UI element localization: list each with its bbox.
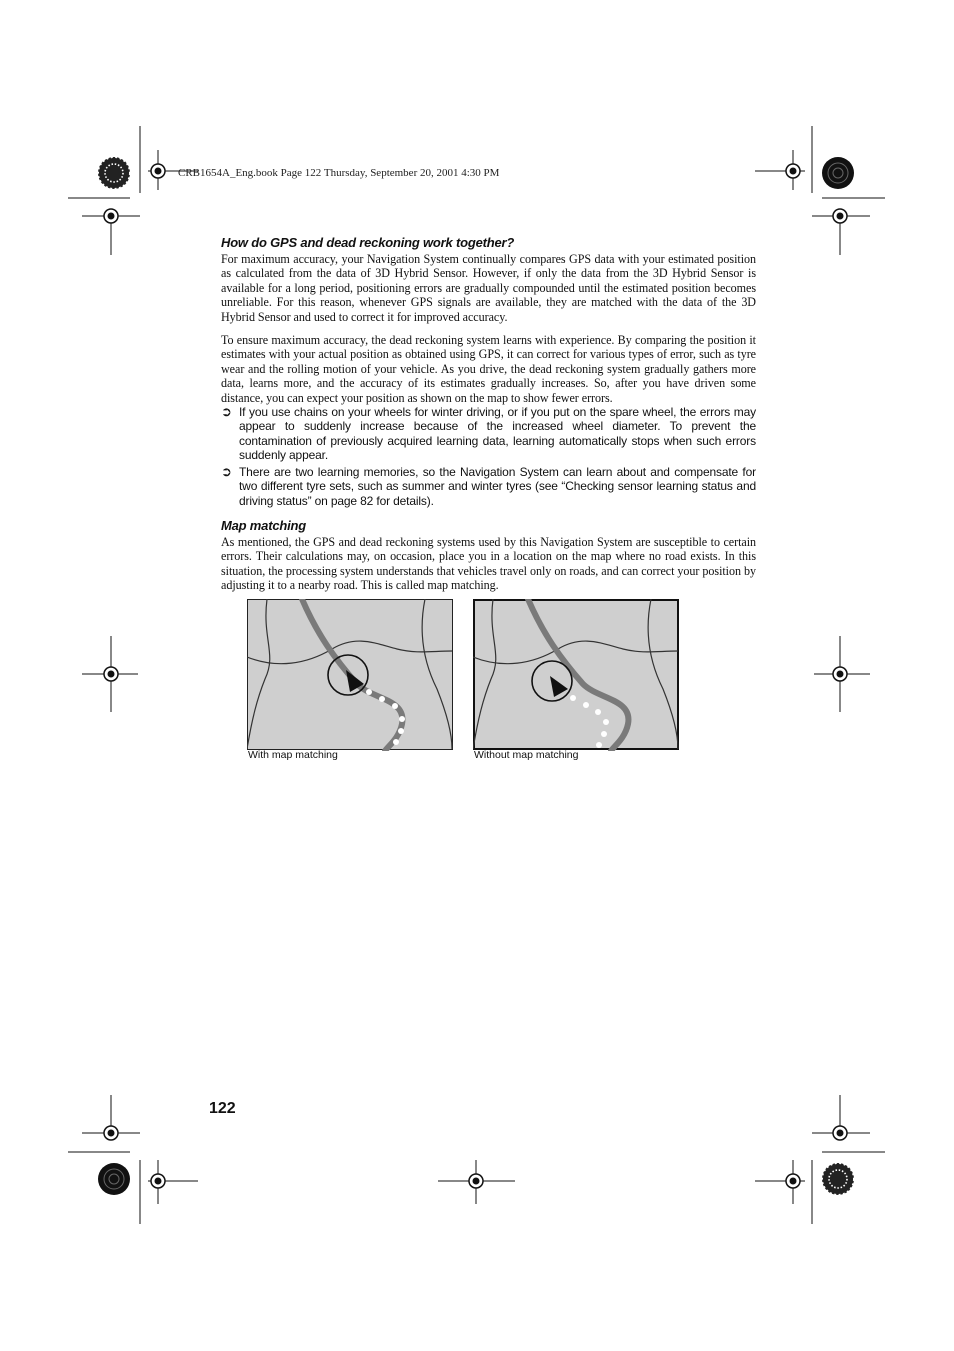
print-info-header: CRB1654A_Eng.book Page 122 Thursday, September 20, 2001 4:30 PM <box>178 167 500 179</box>
map-matching-figures <box>247 599 687 769</box>
note-learning-memories <box>221 465 756 508</box>
caption-with-map-matching: With map matching <box>248 749 338 761</box>
note-memories-suffix: for details). <box>373 493 434 508</box>
note-arrow-icon: ➲ <box>221 404 232 420</box>
note-chains <box>221 405 756 463</box>
caption-without-map-matching: Without map matching <box>474 749 579 761</box>
note-memories-prefix: There are two learning memories, so the Navigation System can learn about and compensate for two different tyre sets, such as summer and winter tyres ( <box>239 464 756 494</box>
paragraph-learning: To ensure maximum accuracy, the dead reckoning system learns with experience. By comparing the position it estimates with your actual position as obtained using GPS, it can correct for various types of error, such as tyre wear and the rolling motion of your vehicle. As you drive, the dead reckoning system gradually gathers more data, learns more, and the accuracy of its estimates gradually increases. So, after you have driven some distance, you can expect your position as shown on the map to show fewer errors. <box>221 333 756 405</box>
paragraph-map-matching: As mentioned, the GPS and dead reckoning systems used by this Navigation System are susceptible to certain errors. Their calculations may, on occasion, place you in a location on the map where no road exists. In this situation, the processing system understands that vehicles travel only on roads, and can correct your position by adjusting it to a nearby road. This is called map matching. <box>221 534 756 593</box>
main-content <box>221 234 756 593</box>
section-heading-gps-dead-reckoning: How do GPS and dead reckoning work together? <box>221 235 515 250</box>
cross-reference-link[interactable]: see “Checking sensor learning status and driving status” on page 82 <box>239 479 756 508</box>
page-number: 122 <box>209 1100 236 1117</box>
figure-without-map-matching <box>473 599 680 751</box>
note-chains-text: If you use chains on your wheels for winter driving, or if you put on the spare wheel, the errors may appear to suddenly increase because of the increased wheel diameter. To prevent the contamination of previously acquired learning data, learning automatically stops when such errors suddenly appear. <box>239 405 756 463</box>
note-arrow-icon: ➲ <box>221 463 232 479</box>
figure-with-map-matching <box>247 599 454 751</box>
paragraph-gps-comparison: For maximum accuracy, your Navigation System continually compares GPS data with your estimated position as calculated from the data of 3D Hybrid Sensor. However, if only the data from the 3D Hybrid Sensor is available for a long period, positioning errors are gradually compounded until the estimated position becomes unreliable. For this reason, whenever GPS signals are available, they are matched with the data of the 3D Hybrid Sensor and used to correct it for improved accuracy. <box>221 252 756 324</box>
section-heading-map-matching: Map matching <box>221 517 306 533</box>
